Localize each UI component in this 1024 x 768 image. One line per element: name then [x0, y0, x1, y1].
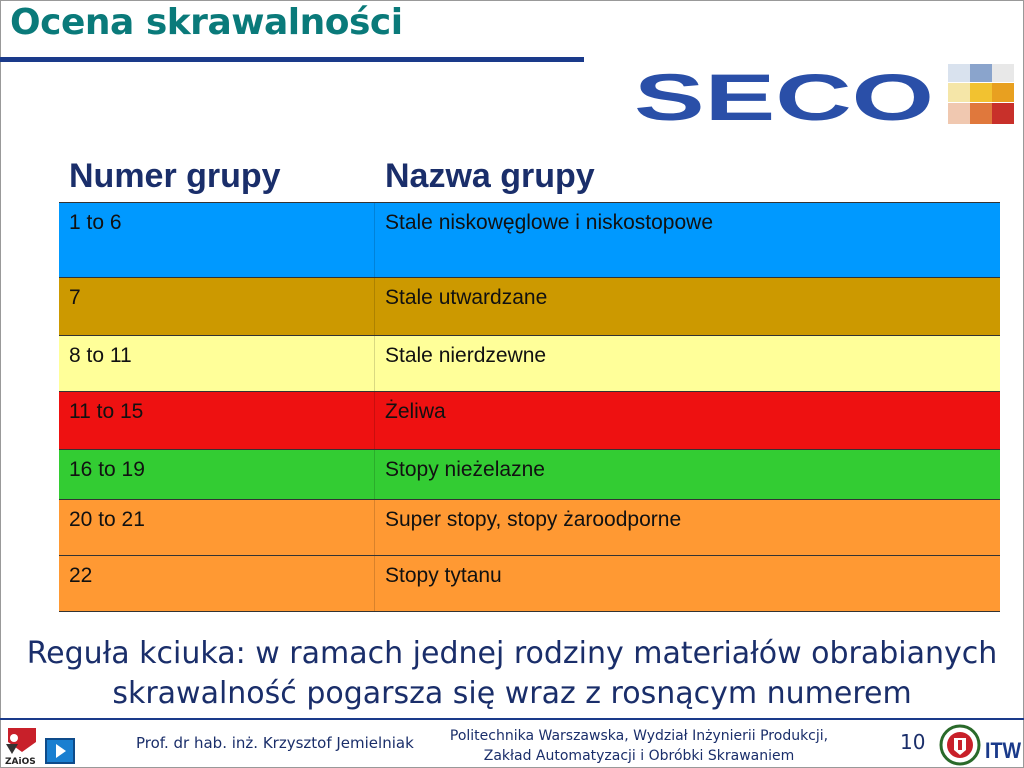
group-name-cell: Stale utwardzane: [385, 286, 548, 309]
group-number-cell: 20 to 21: [59, 500, 375, 555]
group-number-cell: 22: [59, 556, 375, 611]
group-name-cell: Stale niskowęglowe i niskostopowe: [385, 211, 714, 234]
group-number-cell: 7: [59, 278, 375, 335]
itw-logo: [984, 730, 1022, 764]
footer-institution-line1: Politechnika Warszawska, Wydział Inżynierii Produkcji,: [449, 728, 829, 744]
group-name-cell: Stale nierdzewne: [385, 344, 547, 367]
seco-logo: [632, 62, 1016, 126]
group-name-cell: Stopy nieżelazne: [385, 458, 545, 481]
table-row: [59, 335, 1000, 391]
title-underline: [0, 57, 584, 62]
slide-title: Ocena skrawalności: [10, 2, 403, 43]
zaios-logo-text: ZAiOS: [5, 757, 36, 766]
zaios-logo: [2, 724, 42, 766]
rule-of-thumb-text: Reguła kciuka: w ramach jednej rodziny materiałów obrabianych skrawalność pogarsza się wraz z rosnącym numerem: [26, 636, 998, 711]
itw-logo-text: ITW: [985, 738, 1022, 763]
table-row: [59, 277, 1000, 335]
group-name-cell: Żeliwa: [385, 400, 446, 423]
table-row: [59, 555, 1000, 612]
group-name-cell: Super stopy, stopy żaroodporne: [385, 508, 682, 531]
seco-logo-text: SECO: [634, 62, 934, 126]
footer-institution: [446, 726, 832, 766]
table-row: [59, 499, 1000, 555]
group-number-cell: 1 to 6: [59, 203, 375, 277]
group-name-cell: Stopy tytanu: [385, 564, 502, 587]
next-slide-button[interactable]: [45, 738, 75, 764]
table-header: [59, 150, 1000, 202]
table-row: [59, 449, 1000, 499]
table-row: [59, 202, 1000, 277]
table-row: [59, 391, 1000, 449]
group-number-cell: 8 to 11: [59, 336, 375, 391]
footer-institution-line2: Zakład Automatyzacji i Obróbki Skrawaniem: [483, 748, 795, 764]
footer-divider: [0, 718, 1024, 720]
material-groups-table: [59, 150, 1000, 612]
university-emblem-icon: [938, 724, 982, 766]
play-icon: [56, 744, 66, 758]
header-group-name: Nazwa grupy: [385, 157, 595, 195]
header-group-number: Numer grupy: [69, 157, 281, 195]
page-number: 10: [900, 730, 926, 754]
group-number-cell: 16 to 19: [59, 450, 375, 499]
group-number-cell: 11 to 15: [59, 392, 375, 449]
footer-author: Prof. dr hab. inż. Krzysztof Jemielniak: [136, 734, 414, 752]
